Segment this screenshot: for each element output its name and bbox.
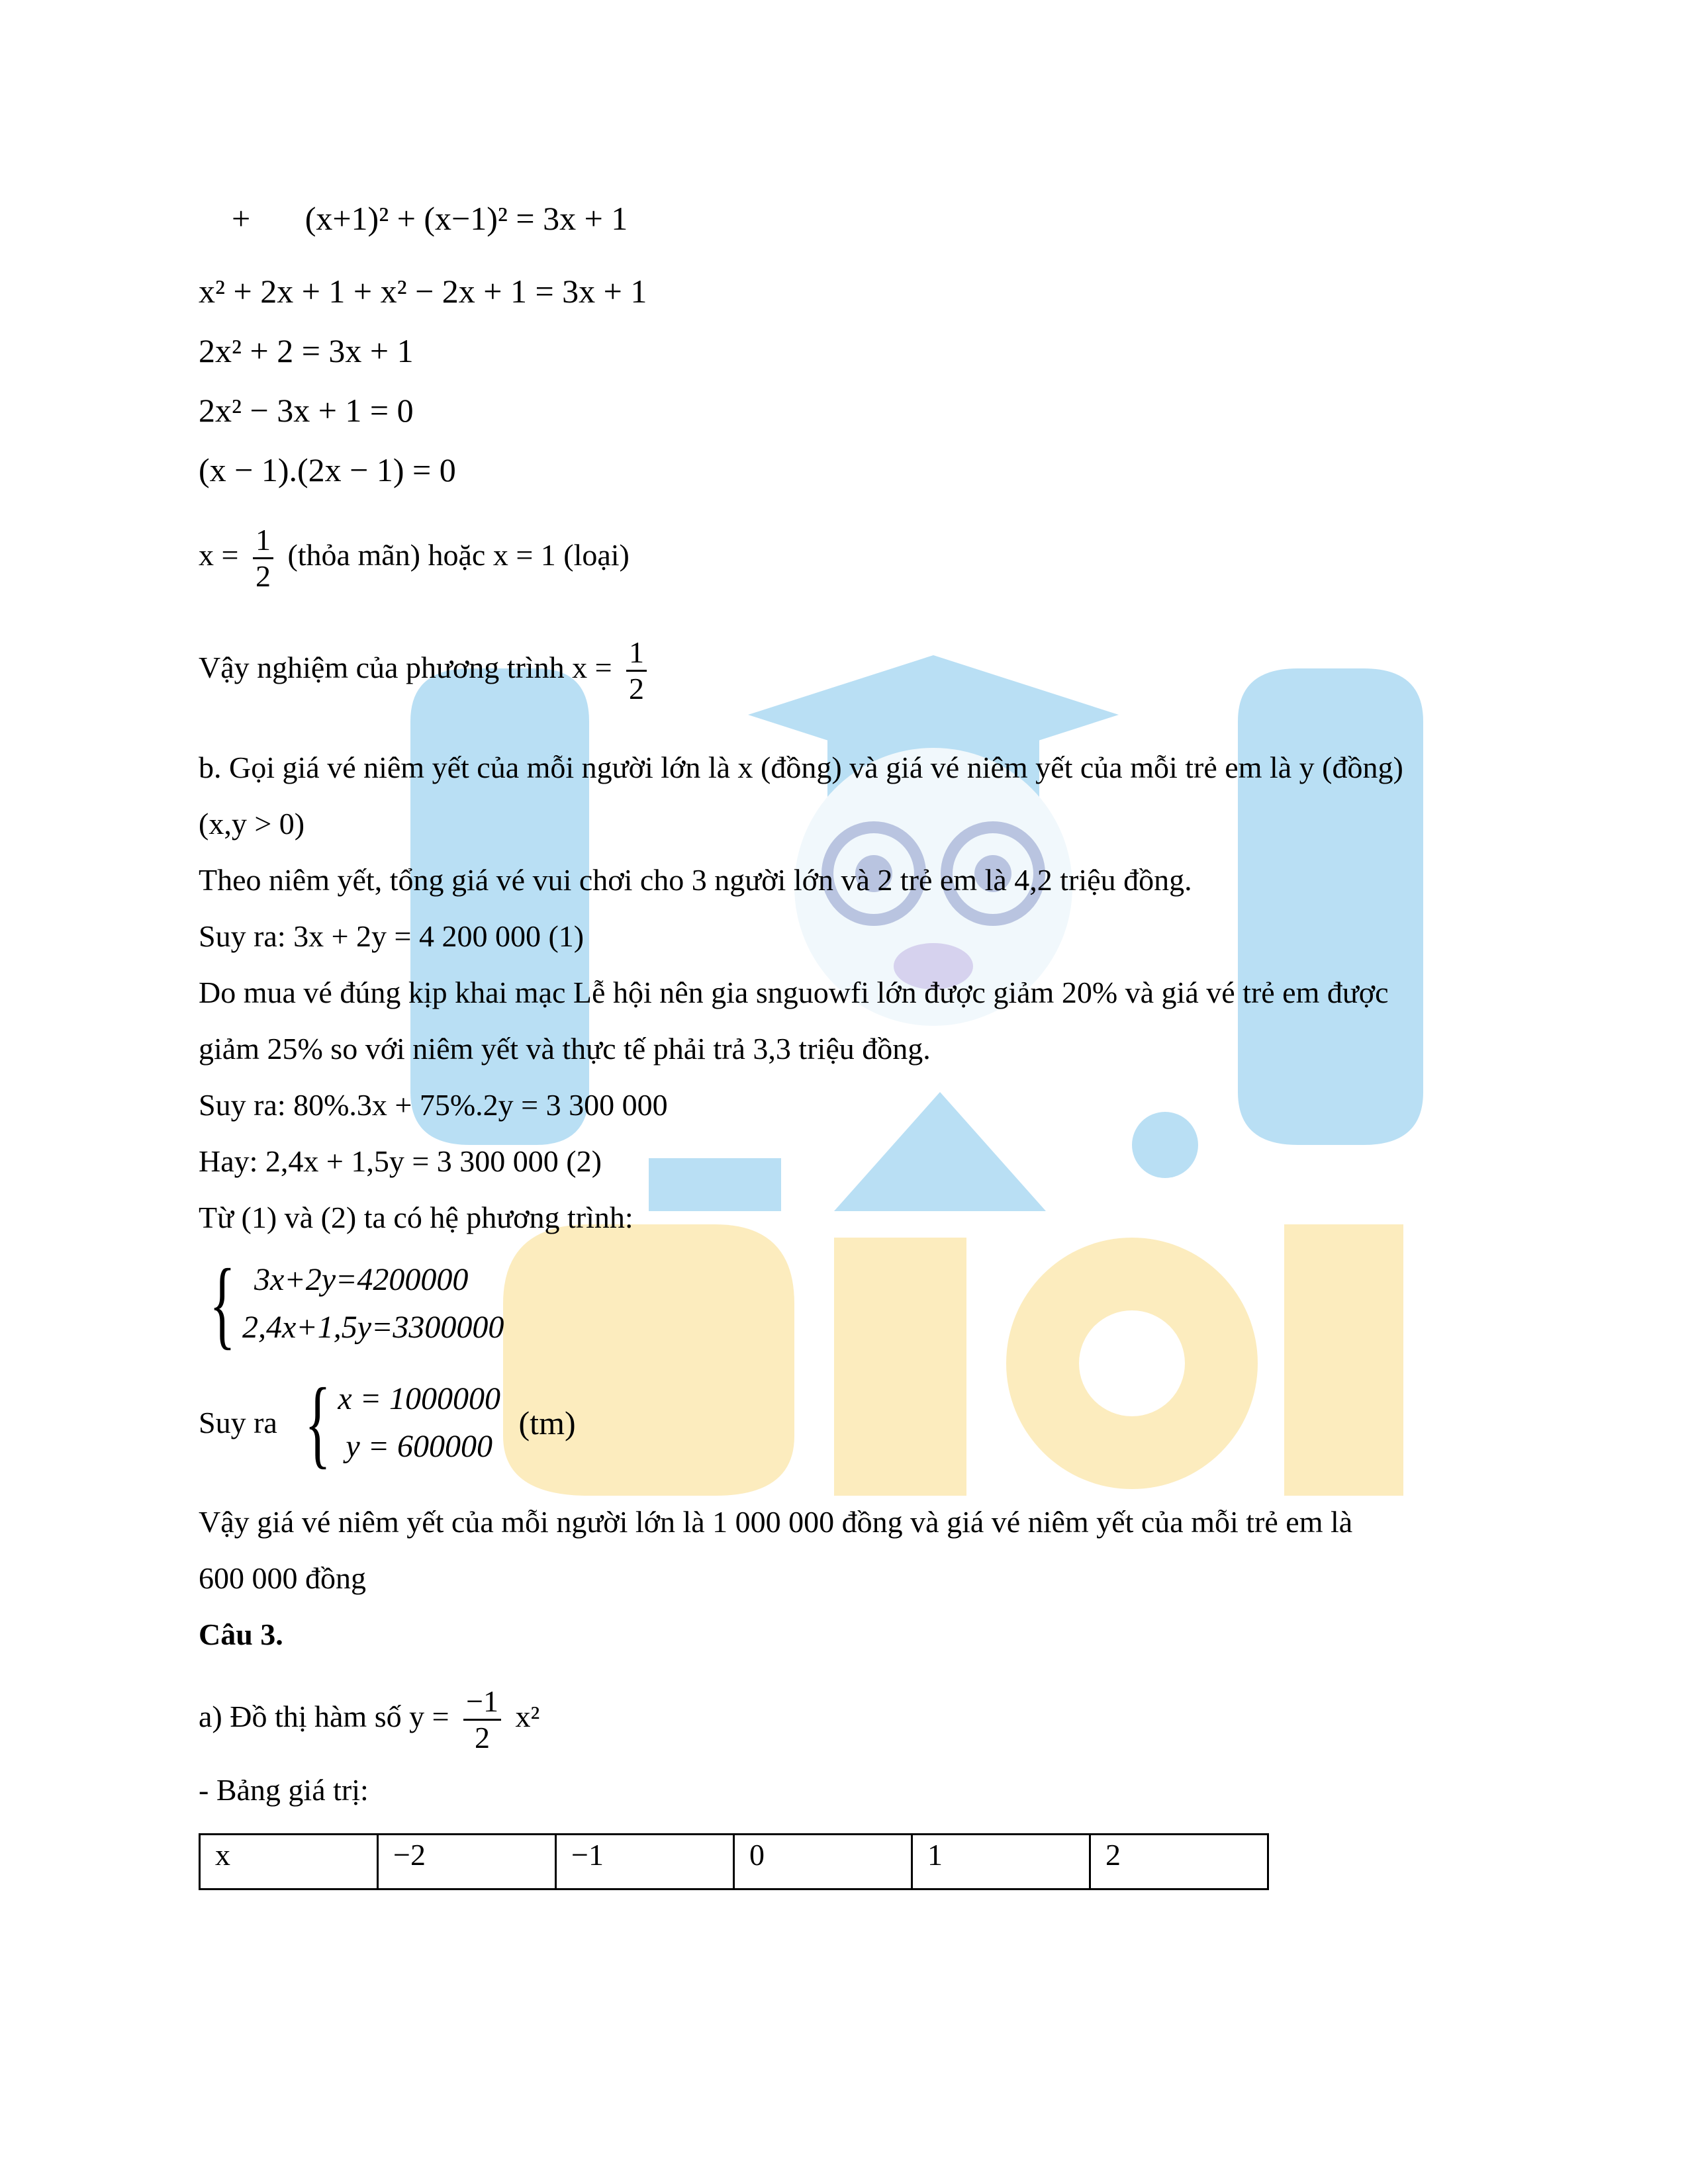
left-brace-icon: { <box>209 1249 236 1359</box>
system-row-2: 2,4x+1,5y=3300000 <box>242 1310 504 1345</box>
eq-line-2: x² + 2x + 1 + x² − 2x + 1 = 3x + 1 <box>199 273 647 310</box>
fraction-one-half <box>253 523 273 594</box>
eq-line-6 <box>199 523 630 594</box>
function-line <box>199 1684 539 1755</box>
solution-label: Suy ra <box>199 1406 277 1439</box>
left-brace-icon: { <box>305 1368 332 1478</box>
table-cell: x <box>200 1835 378 1889</box>
valid-mark: (tm) <box>518 1404 576 1441</box>
conclusion-line <box>199 635 653 706</box>
table-row <box>200 1835 1268 1889</box>
final-answer-line-2: 600 000 đồng <box>199 1561 366 1595</box>
fraction-numerator: −1 <box>463 1684 501 1721</box>
eq-line-5: (x − 1).(2x − 1) = 0 <box>199 451 456 488</box>
table-cell: 1 <box>912 1835 1090 1889</box>
system-intro: Từ (1) và (2) ta có hệ phương trình: <box>199 1201 633 1234</box>
x-equals: x = <box>199 538 239 572</box>
equation-discount: Suy ra: 80%.3x + 75%.2y = 3 300 000 <box>199 1088 668 1122</box>
solution-row-x: x = 1000000 <box>338 1381 501 1416</box>
conclusion-text: Vậy nghiệm của phương trình x = <box>199 651 612 685</box>
equation-system <box>199 1249 504 1359</box>
condition-line: (x,y > 0) <box>199 807 305 841</box>
question-3-heading: Câu 3. <box>199 1617 283 1651</box>
eq-line-3: 2x² + 2 = 3x + 1 <box>199 332 414 369</box>
equation-2: Hay: 2,4x + 1,5y = 3 300 000 (2) <box>199 1144 602 1178</box>
solution-system <box>199 1368 576 1478</box>
x-squared: x² <box>515 1700 540 1734</box>
text-line-12: Do mua vé đúng kịp khai mạc Lễ hội nên gia snguowfi lớn được giảm 20% và giá vé trẻ em được <box>199 976 1389 1009</box>
text-line-10: Theo niêm yết, tổng giá vé vui chơi cho 3 người lớn và 2 trẻ em là 4,2 triệu đồng. <box>199 863 1192 897</box>
value-table <box>199 1833 1269 1890</box>
table-cell: −2 <box>378 1835 556 1889</box>
equation-expanded-square: (x+1)² + (x−1)² = 3x + 1 <box>305 200 628 237</box>
table-cell: 0 <box>734 1835 912 1889</box>
final-answer-line-1: Vậy giá vé niêm yết của mỗi người lớn là 1 000 000 đồng và giá vé niêm yết của mỗi trẻ em là <box>199 1505 1353 1539</box>
text-line-13: giảm 25% so với niêm yết và thực tế phải trả 3,3 triệu đồng. <box>199 1032 931 1066</box>
bullet-plus: + <box>232 200 251 237</box>
table-cell: −1 <box>556 1835 734 1889</box>
fraction-numerator: 1 <box>253 523 273 559</box>
fraction-denominator: 2 <box>255 559 271 593</box>
solution-row-y: y = 600000 <box>346 1429 493 1464</box>
fraction-denominator: 2 <box>629 672 645 705</box>
system-row-1: 3x+2y=4200000 <box>254 1262 469 1297</box>
function-text: a) Đồ thị hàm số y = <box>199 1700 449 1734</box>
eq-line-4: 2x² − 3x + 1 = 0 <box>199 392 414 429</box>
value-table-label: - Bảng giá trị: <box>199 1773 369 1807</box>
fraction-numerator: 1 <box>626 635 647 672</box>
fraction-denominator: 2 <box>475 1721 491 1754</box>
fraction-minus-one-half <box>463 1684 501 1755</box>
equation-1: Suy ra: 3x + 2y = 4 200 000 (1) <box>199 919 585 953</box>
table-cell: 2 <box>1090 1835 1268 1889</box>
part-b-intro: b. Gọi giá vé niêm yết của mỗi người lớn là x (đồng) và giá vé niêm yết của mỗi trẻ em là y (đồng) <box>199 751 1403 784</box>
eq-line-1 <box>232 199 628 238</box>
solution-note: (thỏa mãn) hoặc x = 1 (loại) <box>287 538 630 572</box>
fraction-one-half <box>626 635 647 706</box>
